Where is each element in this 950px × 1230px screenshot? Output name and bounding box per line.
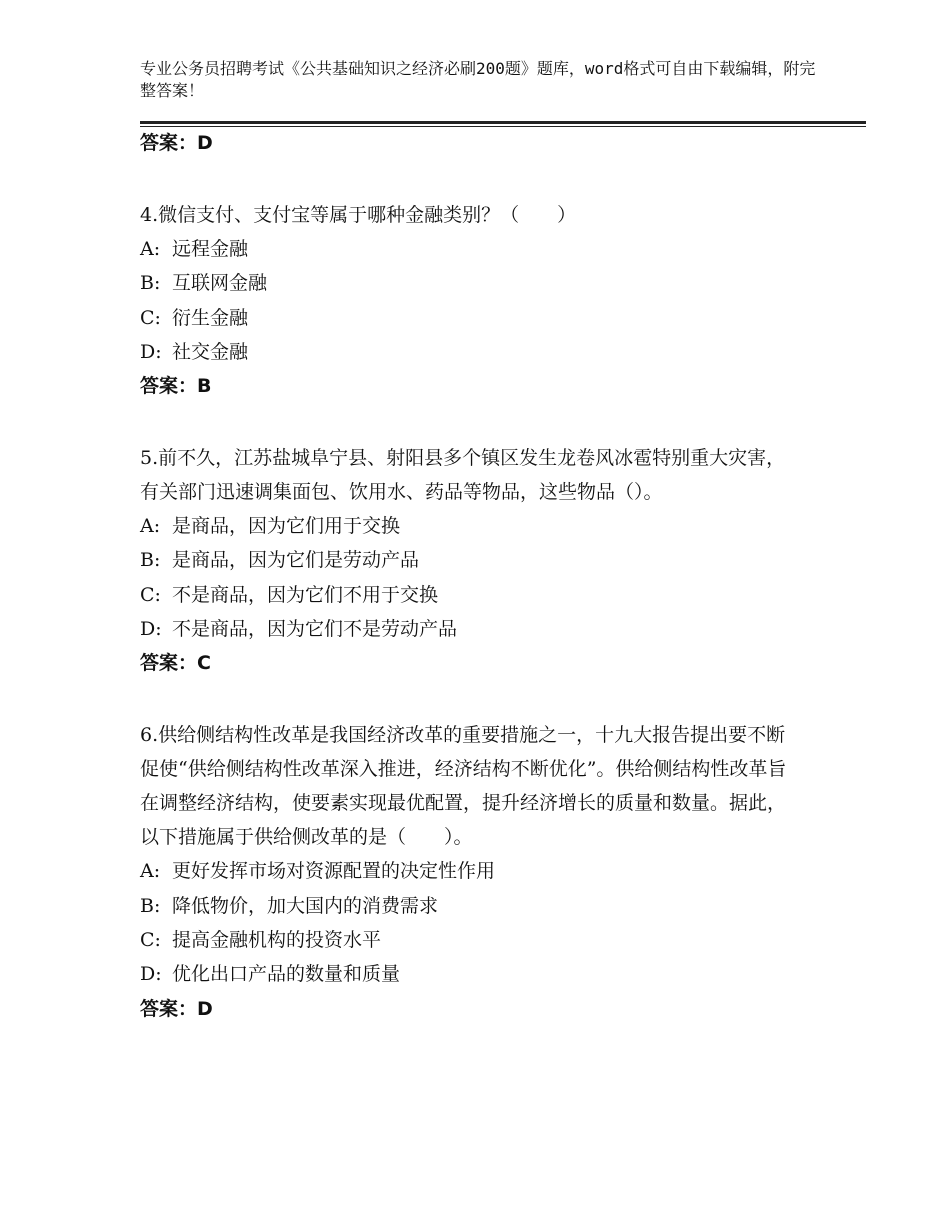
option-text: 不是商品，因为它们不是劳动产品 bbox=[172, 618, 458, 641]
option-letter: B: bbox=[140, 549, 161, 572]
question-4 bbox=[140, 198, 800, 403]
option-letter: D: bbox=[140, 618, 162, 641]
option-letter: C: bbox=[140, 306, 161, 329]
option-text: 降低物价，加大国内的消费需求 bbox=[172, 894, 439, 917]
option-c bbox=[140, 923, 800, 957]
question-stem: 5.前不久，江苏盐城阜宁县、射阳县多个镇区发生龙卷风冰雹特别重大灾害，有关部门迅速调集面包、饮用水、药品等物品，这些物品（）。 bbox=[140, 447, 786, 504]
option-d bbox=[140, 957, 800, 991]
option-letter: A: bbox=[140, 860, 161, 883]
option-text: 优化出口产品的数量和质量 bbox=[172, 963, 401, 986]
option-letter: A: bbox=[140, 238, 161, 260]
option-text: 社交金融 bbox=[172, 340, 249, 363]
question-5 bbox=[140, 441, 800, 680]
option-list bbox=[140, 854, 800, 991]
option-d bbox=[140, 612, 800, 646]
option-letter: C: bbox=[140, 583, 161, 606]
question-list bbox=[140, 126, 800, 1026]
option-text: 是商品，因为它们用于交换 bbox=[172, 515, 401, 538]
option-a bbox=[140, 854, 800, 888]
option-d bbox=[140, 335, 800, 369]
option-c bbox=[140, 301, 800, 335]
answer-previous-question: 答案：D bbox=[140, 132, 213, 154]
option-letter: A: bbox=[140, 515, 161, 538]
option-list bbox=[140, 509, 800, 646]
question-6 bbox=[140, 718, 800, 1025]
question-stem: 6.供给侧结构性改革是我国经济改革的重要措施之一，十九大报告提出要不断促使“供给侧结构性改革深入推进，经济结构不断优化”。供给侧结构性改革旨在调整经济结构，使要素实现最优配置，提升经济增长的质量和数量。据此，以下措施属于供给侧改革的是（ ）。 bbox=[140, 724, 787, 849]
option-b bbox=[140, 889, 800, 923]
option-b bbox=[140, 266, 800, 300]
option-text: 是商品，因为它们是劳动产品 bbox=[172, 549, 420, 572]
option-text: 互联网金融 bbox=[172, 272, 268, 295]
option-letter: B: bbox=[140, 894, 161, 917]
option-a bbox=[140, 232, 800, 266]
option-c bbox=[140, 578, 800, 612]
option-letter: D: bbox=[140, 963, 162, 986]
option-text: 衍生金融 bbox=[172, 306, 249, 329]
answer-label: 答案：D bbox=[140, 997, 213, 1020]
option-text: 更好发挥市场对资源配置的决定性作用 bbox=[172, 860, 496, 883]
option-letter: D: bbox=[140, 340, 162, 363]
option-a bbox=[140, 509, 800, 543]
answer-label: 答案：B bbox=[140, 375, 212, 398]
option-text: 提高金融机构的投资水平 bbox=[172, 928, 382, 951]
question-stem: 4.微信支付、支付宝等属于哪种金融类别？（ ） bbox=[140, 204, 577, 226]
option-list bbox=[140, 232, 800, 369]
option-text: 远程金融 bbox=[172, 238, 249, 260]
page-header: 专业公务员招聘考试《公共基础知识之经济必刷200题》题库，word格式可自由下载编辑，附完整答案！ bbox=[140, 59, 816, 100]
option-letter: C: bbox=[140, 928, 161, 951]
option-text: 不是商品，因为它们不用于交换 bbox=[172, 583, 439, 606]
option-b bbox=[140, 543, 800, 577]
answer-label: 答案：C bbox=[140, 652, 211, 675]
option-letter: B: bbox=[140, 272, 161, 295]
header-rule-thick bbox=[140, 121, 866, 124]
